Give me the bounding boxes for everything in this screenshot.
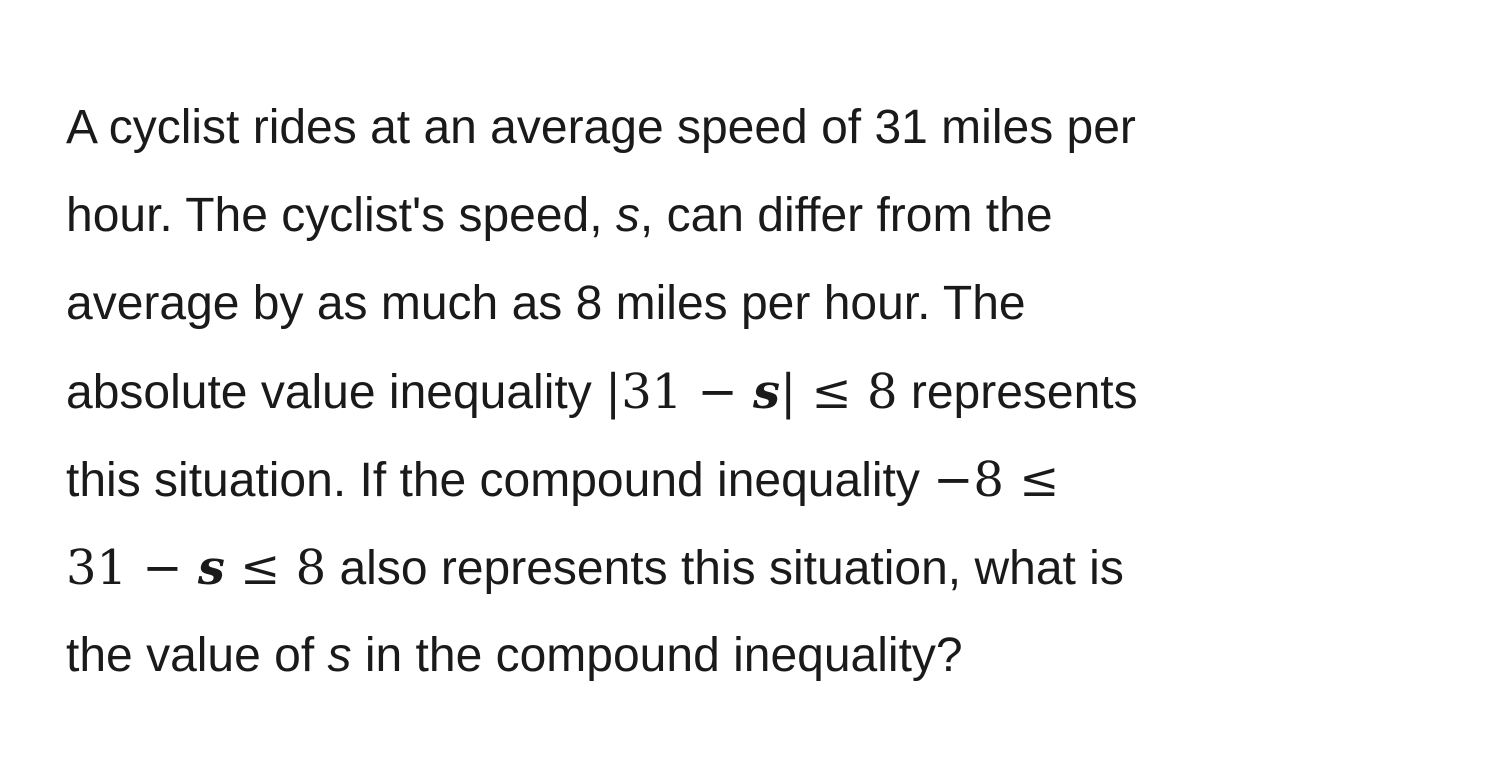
question-line-7 (66, 612, 1446, 700)
question-line-4 (66, 348, 1446, 436)
absolute-value-inequality (605, 364, 897, 420)
compound-inequality-start: −8 ≤ (933, 452, 1060, 508)
question-line-7-rest: in the compound inequality? (351, 629, 963, 682)
question-line-3-text: average by as much as 8 miles per hour. The (66, 277, 1026, 330)
question-line-7-text: the value of (66, 629, 328, 682)
math-compound-left: 31 − (66, 540, 198, 596)
question-line-4-rest: represents (897, 366, 1138, 419)
question-line-5-text: this situation. If the compound inequality (66, 454, 934, 507)
question-line-2-rest: , can differ from the (639, 189, 1053, 242)
question-line-2-text: hour. The cyclist's speed, (66, 189, 616, 242)
question-line-5 (66, 436, 1446, 524)
question-line-1-text: A cyclist rides at an average speed of 31 miles per (66, 101, 1136, 154)
math-abs-right: | ≤ 8 (780, 364, 898, 420)
math-variable-s: s (753, 364, 781, 420)
question-line-4-text: absolute value inequality (66, 366, 606, 419)
compound-inequality-end (66, 540, 326, 596)
question-line-3 (66, 260, 1446, 348)
question-line-2 (66, 172, 1446, 260)
question-text (66, 84, 1446, 700)
question-line-6-rest: also represents this situation, what is (326, 542, 1124, 595)
math-abs-left: |31 − (605, 364, 754, 420)
question-line-6 (66, 524, 1446, 612)
math-variable-s-2: s (197, 540, 225, 596)
variable-s-2: s (327, 629, 352, 682)
math-compound-right: ≤ 8 (224, 540, 327, 596)
variable-s: s (615, 189, 640, 242)
question-line-1 (66, 84, 1446, 172)
